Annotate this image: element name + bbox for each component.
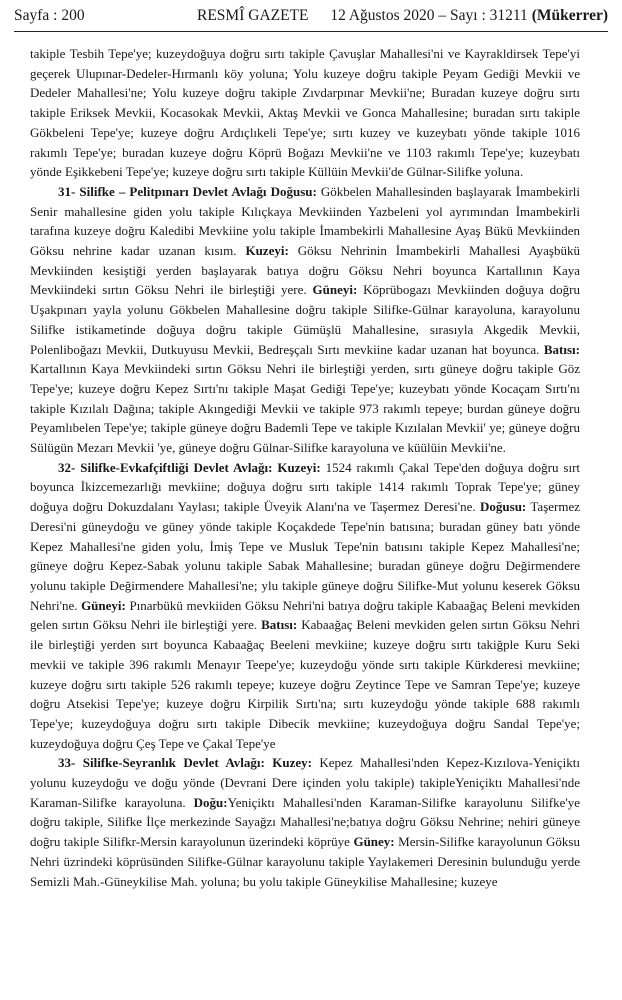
section-31-south-text: Köprübogazı Mevkiinden doğuya doğru Uşakpınarı yayla yolunu Gökbelen Mahallesine doğru takiple Silifke-Gülnar karayoluna, karayolunu Silifke istikametinde doğuya doğru takiple Gümüşlü Mahallesine, sırasıyla Akgedik Mevkii, Polenliboğazı Mevkii, Dutkuyusu Mevkii, Bedreşçalı Sırtı mevkiine kadar uzanan hat boyunca. [30, 282, 580, 357]
section-31-intro: Gökbelen Mahallesinden başlayarak İmambekirli Senir mahallesine giden yolu takiple Kılıçkaya Mevkiinden Yazbeleni yol ayrımından İmambekirli tarafına kuzeye doğru Kaledibi Mevkiine yolu takiple İmambekirli Mahallesine Ayaş Bükü Mevkiinden Göksu nehrine kadar uzanan kısım. [30, 183, 580, 259]
section-32-north-text: 1524 rakımlı Çakal Tepe'den doğuya doğru sırt boyunca İkizcemezarlığı mevkiine; doğuya doğru sırtı takiple 1414 rakımlı Toprak Tepe'ye; güney doğuya doğru Dokuzdalanı Yaylası; takiple Üveyik Alanı'na ve Taşermez Deresi'ne. [30, 459, 581, 515]
section-31-north-text: Göksu Nehrinin İmambekirli Mahallesi Ayaşbükü Mevkiinden kesiştiği yerden başlayarak batıya doğru Göksu Nehri boyunca Kartallının Kaya Mevkiindeki sırtın Göksu Nehri ile birleştiği yere. [30, 243, 580, 298]
section-32-heading: 32- Silifke-Evkafçiftliği Devlet Avlağı: Kuzeyi: [58, 459, 321, 475]
section-32-east-text: Taşermez Deresi'ni güneydoğu ve güney yönde takiple Koçakdede Tepe'nin batısına; buradan güney batı yönde Kepez Mahallesi'ne giden yolu, İmiş Tepe ve Musluk Tepe'nin batısını takiple Kepez Mahallesi'ne; güneye doğru Kepez-Sabak yolunu takiple Sabak Mahallesine; buradan güneye doğru Değirmendere yolunu takiple Değirmendere Mahallesi'ne; ylu takiple güneye doğru Silifke-Mut yolunu keserek Göksu Nehri'ne. [30, 499, 581, 613]
issue-date-number: 12 Ağustos 2020 – Sayı : 31211 [330, 7, 532, 24]
page-number: Sayfa : 200 [14, 7, 85, 24]
section-32-east-label: Doğusu: [480, 499, 527, 515]
section-33-south-text: Mersin-Silifke karayolunun Göksu Nehri üzrindeki köprüsünden Silifke-Gülnar karayolunu takiple Yaylakemeri Deresinin bulunduğu yerde Semizli Mah.-Güneykilise Mah. yoluna; bu yolu takiple Güneykilise Mahallesine; kuzeye [30, 834, 580, 889]
section-31-heading: 31- Silifke – Pelitpınarı Devlet Avlağı Doğusu: [58, 183, 317, 199]
section-31-west-label: Batısı: [543, 341, 580, 357]
section-32 [30, 458, 580, 754]
section-33-heading: 33- Silifke-Seyranlık Devlet Avlağı: Kuzey: [58, 755, 312, 771]
issue-info [330, 4, 608, 28]
continuation-paragraph: takiple Tesbih Tepe'ye; kuzeydoğuya doğru sırtı takiple Çavuşlar Mahallesi'ni ve Kayrakldirsek Tepe'yi geçerek Ulupınar-Dedeler-Hırmanlı köy yoluna; Yolu kuzeye doğru takiple Peyam Gediği Mevkii ve Dedeler Mahallesi'ne; Yolu kuzeye doğru takiple Zıvdarpınar Mevkii'ne; Buradan kuzeye doğru sırtı takiple Eriksek Mevkii, Kocasokak Mevkii, Aktaş Mevkii ve Gonca Mahallesine; buradan sırtı takiple Gökbeleni Tepe'ye; kuzeye doğru Ardıçlıkeli Tepe'ye; sırtı kuzey ve kuzeybatı yönde takiple 1016 rakımlı Tepe'ye; buradan kuzeye doğru Köprü Boğazı Mevkii'ne ve 1103 rakımlı Tepe'ye; kuzeybatı yönde Eşikkebeni Tepe'ye; kuzeye doğru sırtı takiple Küllüin Mevkii'de Gülnar-Silifke yoluna. [30, 46, 580, 180]
section-33-east-label: Doğu: [193, 794, 228, 810]
section-31-north-label: Kuzeyi: [245, 243, 289, 259]
section-32-south-text: Pınarbükü mevkiiden Göksu Nehri'ni batıya doğru takiple Kabaağaç Beleni mevkiden gelen sırtın Göksu Nehri ile birleştiği yere. [30, 597, 580, 633]
section-33-north-text: Kepez Mahallesi'nden Kepez-Kızılova-Yeniçiktı yolunu kuzeydoğu ve doğu yönde (Devrani Dere içinden yolu takiple) takipleYeniçiktı Mahallesi'nde Karaman-Silifke karayoluna. [30, 755, 580, 810]
section-33-east-text: Yeniçiktı Mahallesi'nden Karaman-Silifke karayolunu Silifke'ye doğru takiple, Silifke İlçe merkezinde Sayağzı Mahallesi'ne;batıya doğru Göksu Nehrine; nehiri güneye doğru takiple Silifkr-Mersin karayolunun üzerindeki köprüye [30, 794, 580, 850]
section-32-west-label: Batısı: [261, 617, 298, 633]
section-32-south-label: Güneyi: [81, 597, 126, 613]
section-31 [30, 182, 580, 458]
section-32-west-text: Kabaağaç Beleni mevkiden gelen sırtın Göksu Nehri ile birleştiği yerden sırt boyunca Kabaağaç Beeleni mevkiine; kuzeye doğru sırtı takiğple Kuru Seki mevkii ve takiple 396 rakımlı Menayır Teepe'ye; kuzeydoğu yönde sırtı takiple Kürkderesi mevkiine; kuzeye doğru sırtı takiple 526 rakımlı tepeye; kuzeye doğru Zeytince Tepe ve Samran Tepe'ye; kuzeye doğru Atsekisi Tepe'ye; kuzeye doğru Kirpilik Sırtı'na; sırtı kuzeydoğu yönde takiple 688 rakımlı Tepe'ye; kuzeydoğuya doğru sırtı takiple Dibecik mevkiine; kuzeydoğuya doğru Sandal Tepe'ye; kuzeydoğuya doğru Çeş Tepe ve Çakal Tepe'ye [30, 617, 580, 751]
header-rule [14, 31, 608, 32]
section-33-south-label: Güney: [353, 834, 395, 850]
gazette-title: RESMÎ GAZETE [197, 7, 309, 24]
section-33 [30, 753, 580, 891]
page-header [14, 4, 608, 28]
section-31-south-label: Güneyi: [312, 282, 358, 298]
section-31-west-text: Kartallının Kaya Mevkiindeki sırtın Göksu Nehri ile birleştiği yerden, sırtı güneye doğru takiple Göz Tepe'ye; kuzeye doğru Kepez Sırtı'nı takiple Maşat Gediği Tepe'ye; kuzeybatı yönde Kocaçam Sırtı'nı takiple Kızılalı Dağına; takiple Akıngediği Mevkii ve takiple 973 rakımlı tepeye; burdan güneye doğru Peyamlıbelen Tepe'ye; takiple güneye doğru Bademli Tepe ve takiple Kızılalan Mevkii' ye; güneye doğru Sülügün Mezarı Mevkii 'ye, güneye doğru Gülnar-Silifke karayoluna ve küülüin Mevkii'ne. [30, 361, 580, 456]
document-body [30, 44, 580, 891]
issue-flag: (Mükerrer) [531, 7, 608, 24]
